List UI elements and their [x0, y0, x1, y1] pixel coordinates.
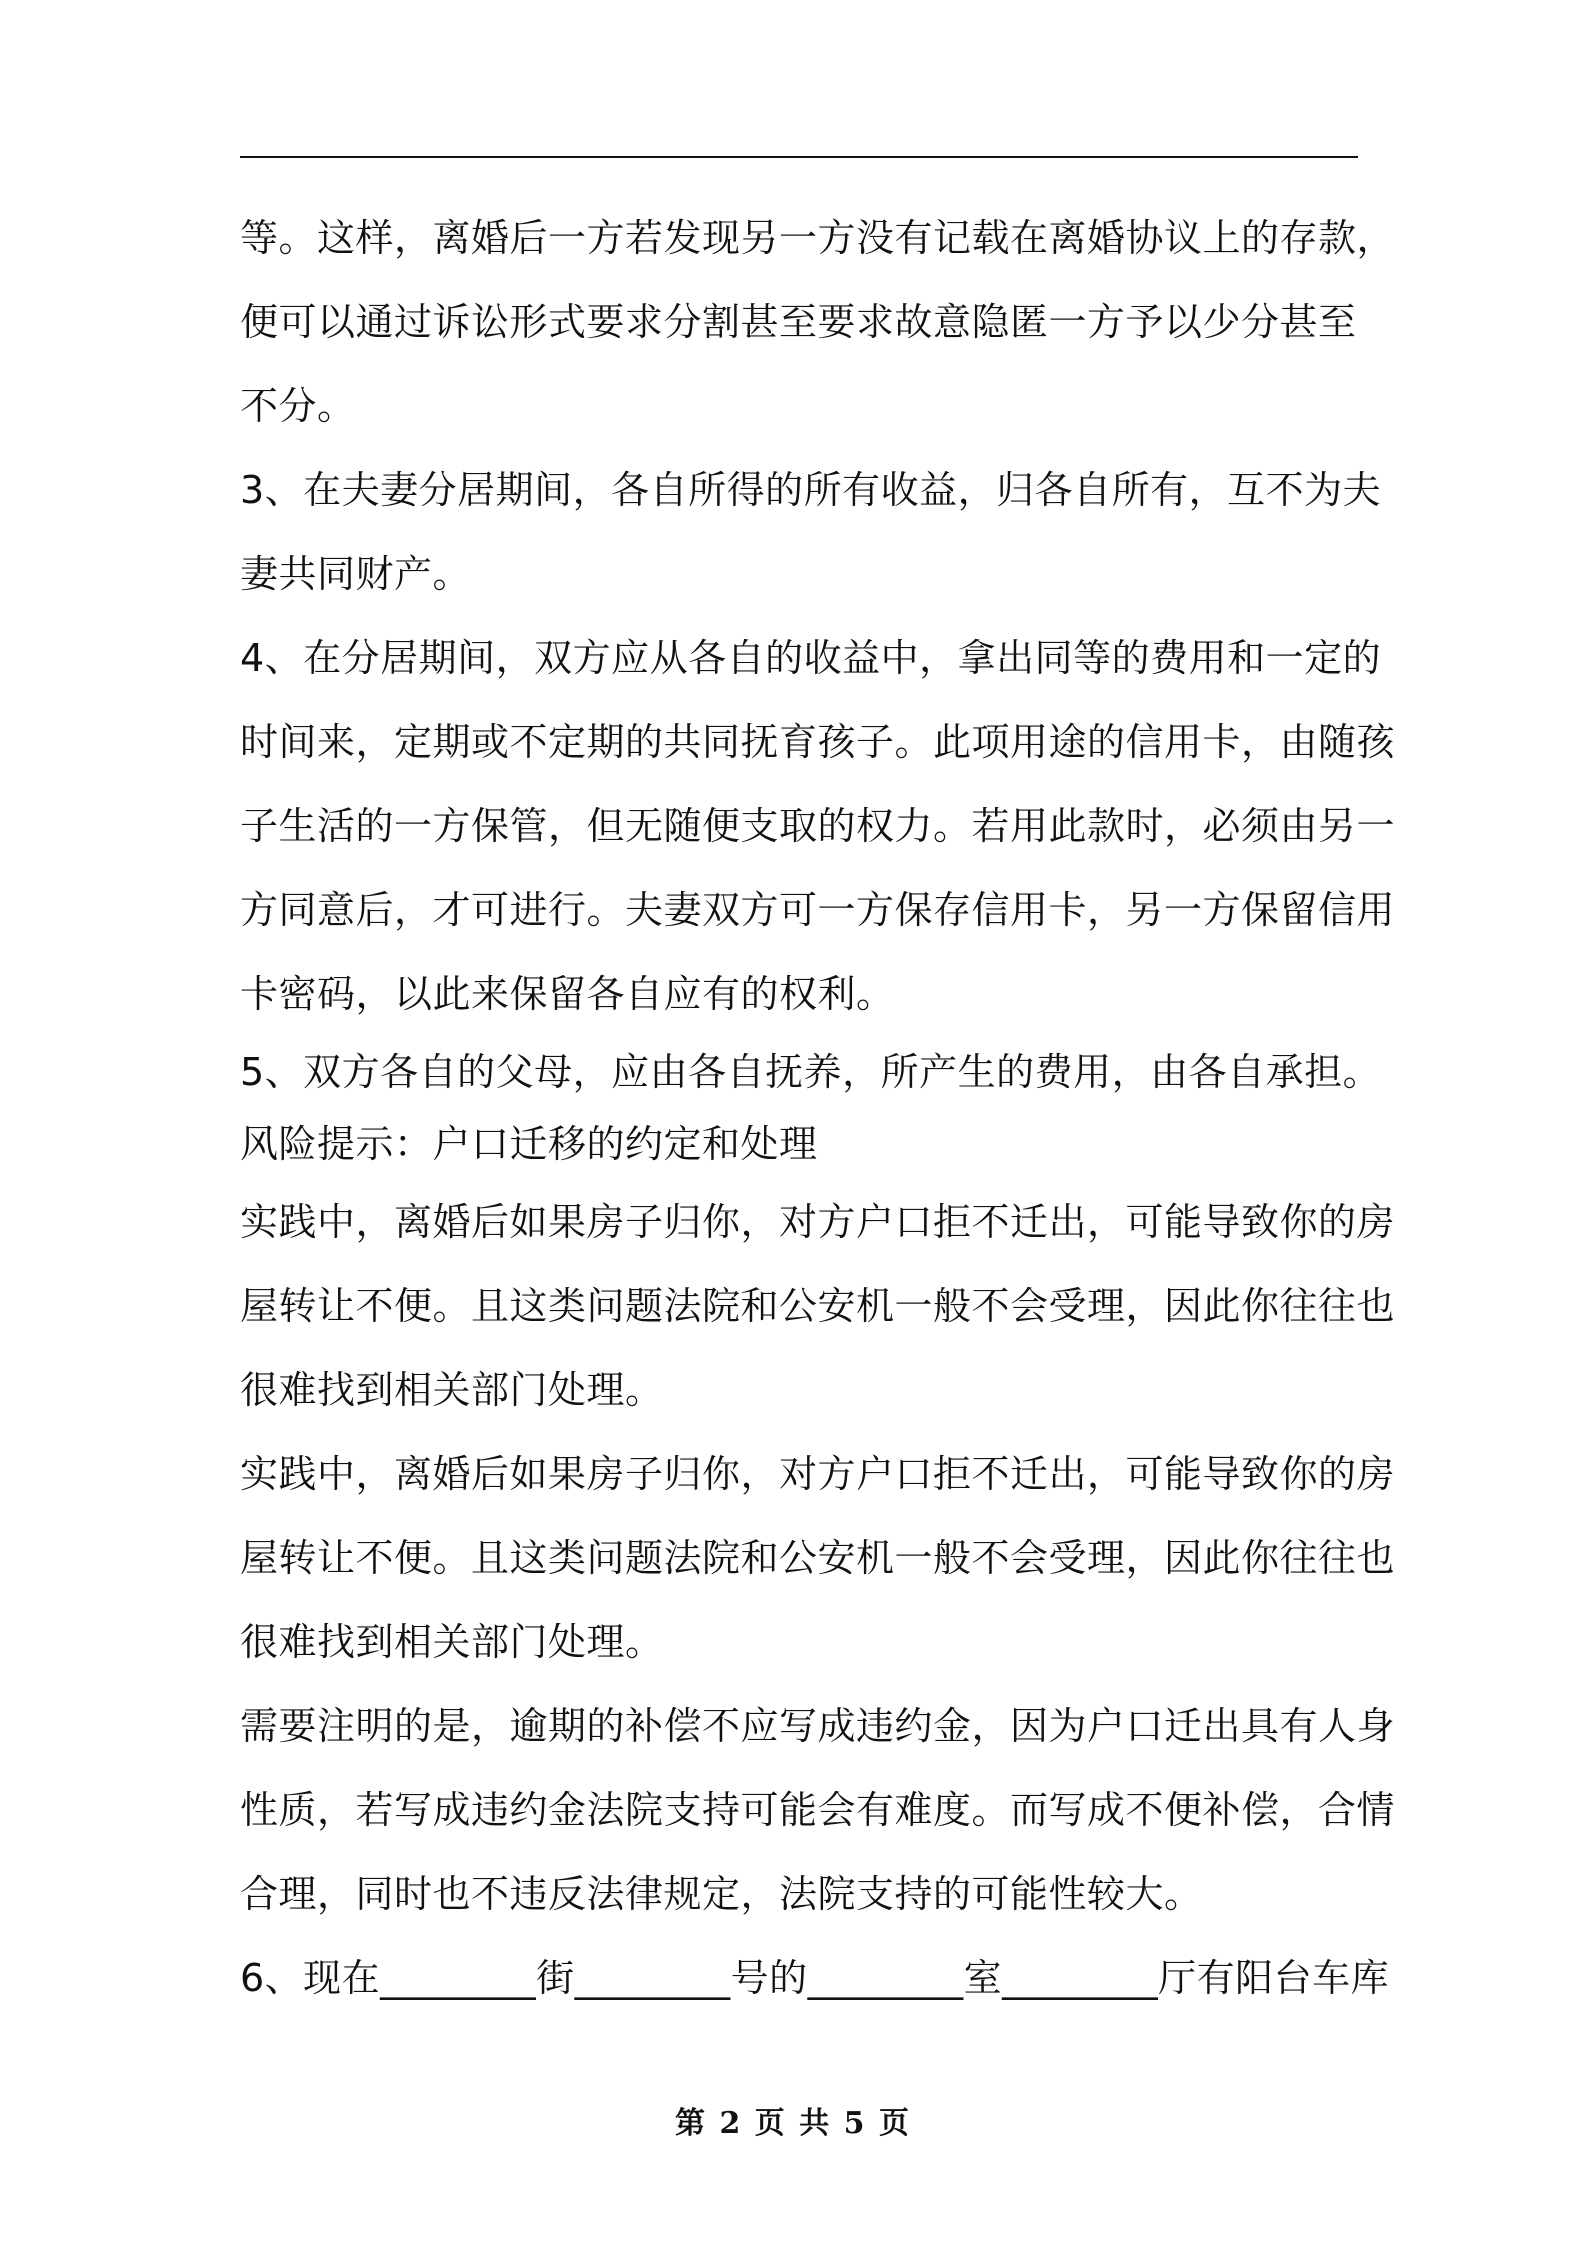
text-line: 实践中，离婚后如果房子归你，对方户口拒不迁出，可能导致你的房 — [240, 1452, 1396, 1496]
text-line: 很难找到相关部门处理。 — [240, 1368, 664, 1412]
text-line: 4、在分居期间，双方应从各自的收益中，拿出同等的费用和一定的 — [240, 636, 1382, 680]
text-line: 5、双方各自的父母，应由各自抚养，所产生的费用，由各自承担。 — [240, 1050, 1382, 1094]
text-line: 子生活的一方保管，但无随便支取的权力。若用此款时，必须由另一 — [240, 804, 1396, 848]
text-line: 方同意后，才可进行。夫妻双方可一方保存信用卡，另一方保留信用 — [240, 888, 1396, 932]
text-line: 不分。 — [240, 384, 356, 428]
text-line: 屋转让不便。且这类问题法院和公安机一般不会受理，因此你往往也 — [240, 1284, 1396, 1328]
document-body — [240, 196, 1396, 2020]
text-line: 等。这样，离婚后一方若发现另一方没有记载在离婚协议上的存款， — [240, 216, 1396, 260]
text-line: 性质，若写成违约金法院支持可能会有难度。而写成不便补偿，合情 — [240, 1788, 1396, 1832]
page-number: 第 2 页 共 5 页 — [675, 2106, 911, 2141]
text-line: 很难找到相关部门处理。 — [240, 1620, 664, 1664]
text-line: 时间来，定期或不定期的共同抚育孩子。此项用途的信用卡，由随孩 — [240, 720, 1396, 764]
text-line: 需要注明的是，逾期的补偿不应写成违约金，因为户口迁出具有人身 — [240, 1704, 1396, 1748]
text-line: 便可以通过诉讼形式要求分割甚至要求故意隐匿一方予以少分甚至 — [240, 300, 1357, 344]
text-line: 卡密码，以此来保留各自应有的权利。 — [240, 972, 895, 1016]
text-line: 3、在夫妻分居期间，各自所得的所有收益，归各自所有，互不为夫 — [240, 468, 1382, 512]
section-heading: 风险提示：户口迁移的约定和处理 — [240, 1122, 818, 1166]
text-line: 妻共同财产。 — [240, 552, 472, 596]
text-line: 实践中，离婚后如果房子归你，对方户口拒不迁出，可能导致你的房 — [240, 1200, 1396, 1244]
header-rule — [240, 156, 1358, 158]
text-line: 6、现在________街________号的________室________厅有阳台车库 — [240, 1956, 1390, 2000]
text-line: 屋转让不便。且这类问题法院和公安机一般不会受理，因此你往往也 — [240, 1536, 1396, 1580]
text-line: 合理，同时也不违反法律规定，法院支持的可能性较大。 — [240, 1872, 1203, 1916]
